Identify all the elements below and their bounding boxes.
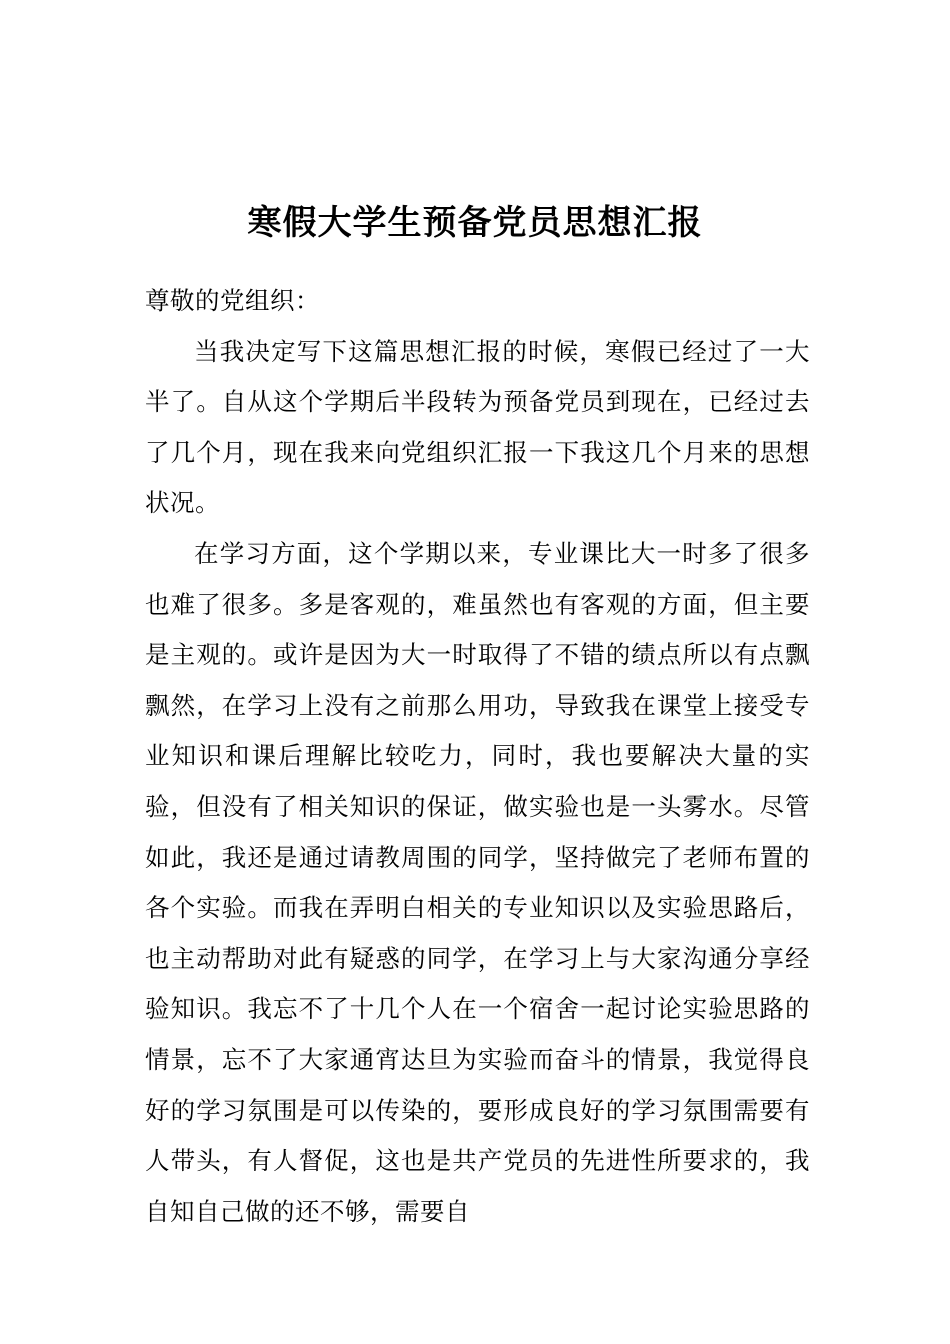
paragraph: 在学习方面，这个学期以来，专业课比大一时多了很多也难了很多。多是客观的，难虽然也有客观的方面，但主要是主观的。或许是因为大一时取得了不错的绩点所以有点飘飘然，在学习上没有之前那么用功，导致我在课堂上接受专业知识和课后理解比较吃力，同时，我也要解决大量的实验，但没有了相关知识的保证，做实验也是一头雾水。尽管如此，我还是通过请教周围的同学，坚持做完了老师布置的各个实验。而我在弄明白相关的专业知识以及实验思路后，也主动帮助对此有疑惑的同学，在学习上与大家沟通分享经验知识。我忘不了十几个人在一个宿舍一起讨论实验思路的情景，忘不了大家通宵达旦为实验而奋斗的情景，我觉得良好的学习氛围是可以传染的，要形成良好的学习氛围需要有人带头，有人督促，这也是共产党员的先进性所要求的，我自知自己做的还不够，需要自 xyxy=(145,538,810,1226)
salutation: 尊敬的党组织： xyxy=(145,286,320,315)
document-title: 寒假大学生预备党员思想汇报 xyxy=(247,202,703,243)
document-body xyxy=(145,276,810,1237)
paragraph: 当我决定写下这篇思想汇报的时候，寒假已经过了一大半了。自从这个学期后半段转为预备党员到现在，已经过去了几个月，现在我来向党组织汇报一下我这几个月来的思想状况。 xyxy=(145,336,810,518)
